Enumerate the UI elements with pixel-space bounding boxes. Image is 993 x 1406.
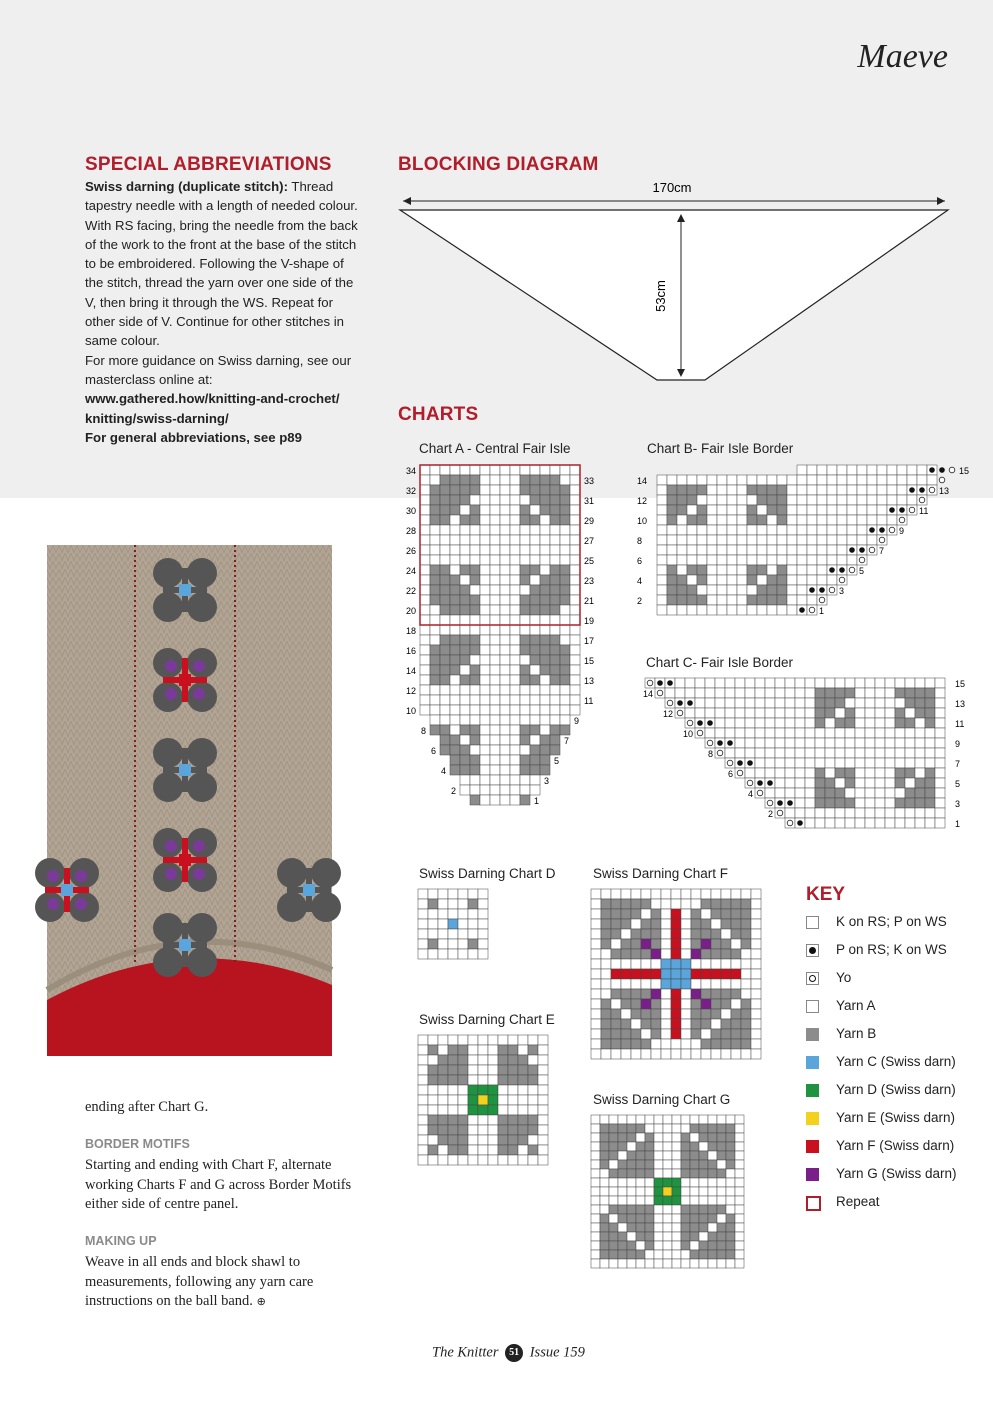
chart-c-row-label: 15: [955, 679, 966, 689]
magazine-name: The Knitter: [432, 1344, 499, 1361]
colour-swatch-icon: [806, 1140, 819, 1153]
swiss-darning-definition: Thread tapestry needle with a length of needed colour. With RS facing, bring the needle from the back of the work to the front at the base of the stitch to be embroidered. Following the V-shape of the stitch, thread the yarn over one side of the V, then bring it through the WS. Repeat for other side of V. Continue for other stitches in same colour.: [85, 179, 358, 349]
chart-a-row-label: 16: [405, 646, 416, 656]
repeat-swatch-icon: [806, 1196, 821, 1211]
chart-f-label: Swiss Darning Chart F: [593, 866, 729, 881]
chart-c-row-label: 6: [727, 769, 733, 779]
charts-title: CHARTS: [398, 404, 479, 425]
key-item-label: Yarn F (Swiss darn): [836, 1138, 955, 1153]
circle-swatch-icon: [806, 972, 819, 985]
chart-a-row-label: 5: [554, 756, 560, 766]
chart-a-row-label: 28: [405, 526, 416, 536]
key-title: KEY: [806, 884, 846, 905]
colour-swatch-icon: [806, 1112, 819, 1125]
chart-a-row-label: 3: [544, 776, 550, 786]
chart-a-row-label: 21: [584, 596, 595, 606]
chart-a-row-label: 9: [574, 716, 580, 726]
chart-a-row-label: 23: [584, 576, 595, 586]
colour-swatch-icon: [806, 1084, 819, 1097]
key-item-label: Yo: [836, 970, 852, 985]
dot-swatch-icon: [806, 944, 819, 957]
general-abbreviations-note: For general abbreviations, see p89: [85, 429, 302, 445]
chart-a-row-label: 31: [584, 496, 595, 506]
width-measure-label: 170cm: [652, 180, 692, 195]
pattern-name: Maeve: [857, 38, 948, 75]
key-item-label: Yarn D (Swiss darn): [836, 1082, 956, 1097]
making-up-text: Weave in all ends and block shawl to measurements, following any yarn care instructions on the ball band.: [85, 1254, 314, 1309]
chart-b-row-label: 4: [637, 576, 643, 586]
chart-a-row-label: 2: [450, 786, 456, 796]
chart-b-row-label: 1: [819, 606, 825, 616]
chart-c-row-label: 8: [707, 749, 713, 759]
chart-b-row-label: 2: [637, 596, 643, 606]
chart-e-swiss-darning: [417, 1034, 552, 1169]
blank-swatch-icon: [806, 916, 819, 929]
chart-c-row-label: 3: [955, 799, 961, 809]
chart-c-row-label: 4: [747, 789, 753, 799]
guidance-text: For more guidance on Swiss darning, see our masterclass online at:: [85, 352, 352, 387]
colour-swatch-icon: [806, 1028, 819, 1041]
chart-a-row-label: 17: [584, 636, 595, 646]
chart-b-fair-isle-border: [625, 460, 970, 620]
chart-a-row-label: 8: [420, 726, 426, 736]
shawl-photo: [47, 545, 332, 1056]
instructions-intro: ending after Chart G.: [85, 1099, 209, 1115]
chart-b-row-label: 3: [839, 586, 845, 596]
chart-a-row-label: 24: [405, 566, 416, 576]
chart-a-row-label: 30: [405, 506, 416, 516]
special-abbreviations-title: SPECIAL ABBREVIATIONS: [85, 154, 332, 175]
page-number: 51: [505, 1344, 523, 1362]
chart-a-row-label: 26: [405, 546, 416, 556]
chart-g-label: Swiss Darning Chart G: [593, 1092, 731, 1107]
chart-c-row-label: 12: [662, 709, 673, 719]
key-item-label: Repeat: [836, 1194, 880, 1209]
chart-a-row-label: 22: [405, 586, 416, 596]
chart-c-row-label: 11: [955, 719, 965, 729]
chart-c-fair-isle-border: [625, 673, 970, 835]
chart-b-row-label: 7: [879, 546, 885, 556]
chart-a-row-label: 34: [405, 466, 416, 476]
chart-a-row-label: 13: [584, 676, 595, 686]
chart-d-swiss-darning: [417, 888, 492, 963]
chart-b-label: Chart B- Fair Isle Border: [647, 441, 794, 456]
chart-a-row-label: 7: [564, 736, 570, 746]
chart-a-row-label: 6: [430, 746, 436, 756]
chart-a-row-label: 15: [584, 656, 595, 666]
chart-a-row-label: 1: [534, 796, 540, 806]
chart-a-row-label: 20: [405, 606, 416, 616]
chart-a-row-label: 14: [405, 666, 416, 676]
border-motifs-heading: BORDER MOTIFS: [85, 1136, 190, 1151]
chart-a-row-label: 11: [584, 696, 594, 706]
depth-measure-label: 53cm: [653, 280, 668, 312]
chart-f-swiss-darning: [590, 888, 765, 1063]
swiss-darning-term: Swiss darning (duplicate stitch):: [85, 179, 288, 194]
colour-swatch-icon: [806, 1056, 819, 1069]
chart-c-row-label: 7: [955, 759, 961, 769]
chart-a-row-label: 4: [440, 766, 446, 776]
chart-a-row-label: 25: [584, 556, 595, 566]
chart-b-row-label: 15: [959, 466, 970, 476]
key-item-label: K on RS; P on WS: [836, 914, 947, 929]
end-mark-icon: ⊕: [256, 1296, 266, 1308]
chart-a-label: Chart A - Central Fair Isle: [419, 441, 571, 456]
chart-c-label: Chart C- Fair Isle Border: [646, 655, 794, 670]
chart-c-row-label: 10: [682, 729, 693, 739]
making-up-heading: MAKING UP: [85, 1233, 157, 1248]
chart-c-row-label: 2: [767, 809, 773, 819]
chart-b-row-label: 5: [859, 566, 865, 576]
chart-c-row-label: 14: [642, 689, 653, 699]
chart-b-row-label: 12: [637, 496, 648, 506]
chart-c-row-label: 1: [955, 819, 961, 829]
chart-a-row-label: 18: [405, 626, 416, 636]
chart-a-row-label: 29: [584, 516, 595, 526]
chart-a-row-label: 32: [405, 486, 416, 496]
colour-swatch-icon: [806, 1168, 819, 1181]
key-item-label: P on RS; K on WS: [836, 942, 947, 957]
key-item-label: Yarn C (Swiss darn): [836, 1054, 956, 1069]
chart-a-row-label: 27: [584, 536, 595, 546]
key-item-label: Yarn B: [836, 1026, 877, 1041]
issue-number: Issue 159: [529, 1344, 585, 1361]
chart-d-label: Swiss Darning Chart D: [419, 866, 556, 881]
chart-a-central-fair-isle: [395, 460, 620, 810]
chart-b-row-label: 9: [899, 526, 905, 536]
masterclass-url[interactable]: www.gathered.how/knitting-and-crochet/ knitting/swiss-darning/: [85, 391, 340, 426]
chart-a-row-label: 19: [584, 616, 595, 626]
chart-c-row-label: 9: [955, 739, 961, 749]
chart-b-row-label: 13: [939, 486, 950, 496]
chart-a-row-label: 10: [405, 706, 416, 716]
blocking-diagram-title: BLOCKING DIAGRAM: [398, 154, 599, 175]
key-item-label: Yarn A: [836, 998, 876, 1013]
special-abbreviations-text: [85, 177, 365, 447]
chart-b-row-label: 8: [637, 536, 643, 546]
instructions-text: [85, 1098, 375, 1313]
chart-a-row-label: 33: [584, 476, 595, 486]
chart-c-row-label: 13: [955, 699, 966, 709]
chart-c-row-label: 5: [955, 779, 961, 789]
chart-b-row-label: 11: [919, 506, 929, 516]
chart-e-label: Swiss Darning Chart E: [419, 1012, 555, 1027]
page-footer: [432, 1344, 585, 1362]
border-motifs-text: Starting and ending with Chart F, alternate working Charts F and G across Border Motifs either side of centre panel.: [85, 1157, 352, 1212]
chart-a-row-label: 12: [405, 686, 416, 696]
key-item-label: Yarn G (Swiss darn): [836, 1166, 957, 1181]
chart-g-swiss-darning: [590, 1114, 765, 1269]
chart-b-row-label: 10: [637, 516, 648, 526]
colour-swatch-icon: [806, 1000, 819, 1013]
key-item-label: Yarn E (Swiss darn): [836, 1110, 956, 1125]
blocking-diagram: [395, 178, 955, 388]
chart-b-row-label: 14: [637, 476, 648, 486]
chart-b-row-label: 6: [637, 556, 643, 566]
